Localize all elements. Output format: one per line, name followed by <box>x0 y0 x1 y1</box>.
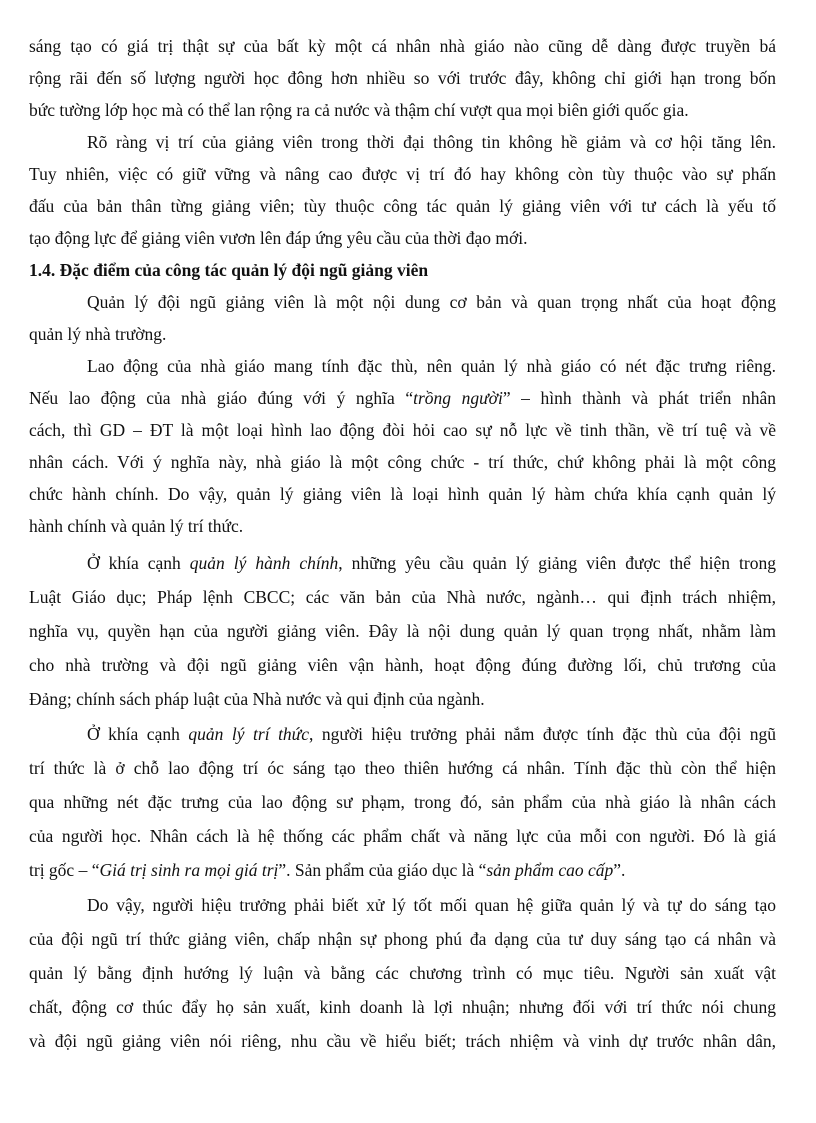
paragraph-line: Lao động của nhà giáo mang tính đặc thù, nên quản lý nhà giáo có nét đặc trưng riêng. <box>87 356 776 376</box>
paragraph-line <box>29 387 776 409</box>
paragraph-line: hành chính và quản lý trí thức. <box>29 516 244 536</box>
paragraph-line: nghĩa vụ, quyền hạn của người giảng viên. Đây là nội dung quản lý quan trọng nhất, nhằm làm <box>29 621 776 641</box>
text-run: trị gốc – “ <box>29 860 100 880</box>
paragraph-line: chức hành chính. Do vậy, quản lý giảng viên là loại hình quản lý hàm chứa khía cạnh quản lý <box>29 484 776 504</box>
paragraph-line: của người học. Nhân cách là hệ thống các phẩm chất và năng lực của mỗi con người. Đó là giá <box>29 826 776 846</box>
text-run: , người hiệu trưởng phải nắm được tính đặc thù của đội ngũ <box>309 724 776 744</box>
paragraph-line: bức tường lớp học mà có thể lan rộng ra cả nước và thậm chí vượt qua mọi biên giới quốc gia. <box>29 100 689 120</box>
paragraph-line: của đội ngũ trí thức giảng viên, chấp nhận sự phong phú đa dạng của tư duy sáng tạo cá nhân và <box>29 929 776 949</box>
paragraph-line: Luật Giáo dục; Pháp lệnh CBCC; các văn bản của Nhà nước, ngành… qui định trách nhiệm, <box>29 587 776 607</box>
paragraph-line: trí thức là ở chỗ lao động trí óc sáng tạo theo thiên hướng cá nhân. Tính đặc thù còn thể hiện <box>29 758 776 778</box>
paragraph-line: Tuy nhiên, việc có giữ vững và nâng cao được vị trí đó hay không còn tùy thuộc vào sự phấn <box>29 164 776 184</box>
paragraph-line: cho nhà trường và đội ngũ giảng viên vận hành, hoạt động đúng đường lối, chủ trương của <box>29 655 776 675</box>
text-run: , những yêu cầu quản lý giảng viên được thể hiện trong <box>338 553 776 573</box>
paragraph-line <box>87 723 776 745</box>
paragraph-line: sáng tạo có giá trị thật sự của bất kỳ một cá nhân nhà giáo nào cũng dễ dàng được truyền bá <box>29 36 776 56</box>
italic-quote: Giá trị sinh ra mọi giá trị <box>99 860 279 880</box>
paragraph-line: Đảng; chính sách pháp luật của Nhà nước và qui định của ngành. <box>29 689 485 709</box>
paragraph-line: quản lý nhà trường. <box>29 324 167 344</box>
paragraph-line: qua những nét đặc trưng của lao động sư phạm, trong đó, sản phẩm của nhà giáo là nhân cách <box>29 792 776 812</box>
text-run: Ở khía cạnh <box>87 553 190 573</box>
italic-term: trồng người <box>413 388 503 408</box>
text-run: ”. <box>613 860 626 880</box>
paragraph-line: tạo động lực để giảng viên vươn lên đáp ứng yêu cầu của thời đạo mới. <box>29 228 528 248</box>
paragraph-line: Quản lý đội ngũ giảng viên là một nội dung cơ bản và quan trọng nhất của hoạt động <box>87 292 776 312</box>
paragraph-line <box>29 859 776 881</box>
text-run: ” – hình thành và phát triển nhân <box>502 388 776 408</box>
paragraph-line: rộng rãi đến số lượng người học đông hơn nhiều so với trước đây, không chỉ giới hạn trong bốn <box>29 68 776 88</box>
paragraph-line: nhân cách. Với ý nghĩa này, nhà giáo là một công chức - trí thức, chứ không phải là một công <box>29 452 776 472</box>
italic-term: quản lý hành chính <box>189 553 339 573</box>
section-heading: 1.4. Đặc điểm của công tác quản lý đội ngũ giảng viên <box>29 260 429 280</box>
italic-term: quản lý trí thức <box>188 724 309 744</box>
paragraph-line: chất, động cơ thúc đẩy họ sản xuất, kinh doanh là lợi nhuận; nhưng đối với trí thức nói chung <box>29 997 776 1017</box>
italic-quote: sản phẩm cao cấp <box>486 860 614 880</box>
text-run: ”. Sản phẩm của giáo dục là “ <box>278 860 487 880</box>
text-run: Nếu lao động của nhà giáo đúng với ý nghĩa “ <box>29 388 414 408</box>
paragraph-line: Do vậy, người hiệu trưởng phải biết xử lý tốt mối quan hệ giữa quản lý và tự do sáng tạo <box>87 895 776 915</box>
paragraph-line <box>87 552 776 574</box>
paragraph-line: đấu của bản thân từng giảng viên; tùy thuộc công tác quản lý giảng viên với tư cách là yếu tố <box>29 196 776 216</box>
paragraph-line: cách, thì GD – ĐT là một loại hình lao động đòi hỏi cao sự nỗ lực về tinh thần, về trí tuệ và về <box>29 420 776 440</box>
paragraph-line: quản lý bằng định hướng lý luận và bằng các chương trình có mục tiêu. Người sản xuất vật <box>29 963 776 983</box>
paragraph-line: Rõ ràng vị trí của giảng viên trong thời đại thông tin không hề giảm và cơ hội tăng lên. <box>87 132 776 152</box>
paragraph-line: và đội ngũ giảng viên nói riêng, nhu cầu về hiểu biết; trách nhiệm và vinh dự trước nhân dân, <box>29 1031 776 1051</box>
text-run: Ở khía cạnh <box>87 724 189 744</box>
